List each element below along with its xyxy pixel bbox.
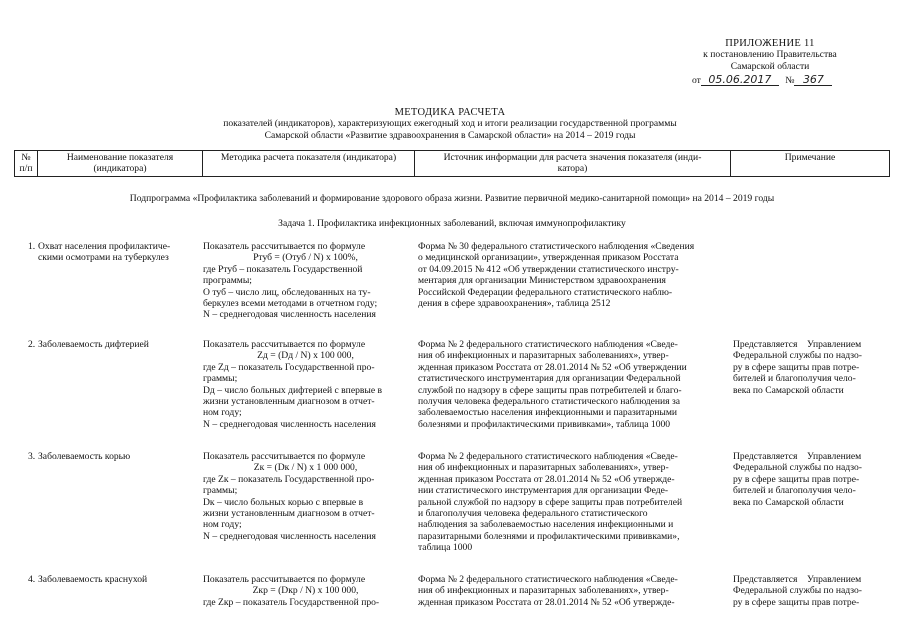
table-header bbox=[14, 150, 890, 177]
appendix-number: 367 bbox=[794, 74, 832, 86]
source-line: болезнями и профилактическими прививками», таблица 1000 bbox=[418, 418, 671, 430]
source-line: Российской Федерации федерального статистического наблю- bbox=[418, 286, 673, 298]
method-cell bbox=[203, 451, 408, 542]
note-line: Представляется Управлением bbox=[733, 339, 862, 350]
row-number: 3. bbox=[28, 451, 36, 462]
method-line: Dд – число больных дифтерией с впервые в bbox=[203, 384, 383, 396]
method-line: Dк – число больных корью с впервые в bbox=[203, 496, 364, 508]
source-cell bbox=[418, 241, 728, 309]
method-line: жизни установленным диагнозом в отчет- bbox=[203, 396, 375, 408]
source-cell bbox=[418, 574, 728, 608]
method-line: N – среднегодовая численность населения bbox=[203, 418, 376, 430]
note-line: Представляется Управлением bbox=[733, 574, 862, 585]
note-line: бителей и благополучия чело- bbox=[733, 485, 856, 497]
appendix-date: 05.06.2017 bbox=[701, 74, 779, 86]
method-cell bbox=[203, 339, 408, 430]
document-heading bbox=[100, 107, 800, 141]
note-cell bbox=[733, 339, 889, 396]
source-line: жденная приказом Росстата от 28.01.2014 № 52 «Об утверждении bbox=[418, 361, 687, 373]
indicator-name bbox=[38, 451, 200, 462]
method-line: N – среднегодовая численность населения bbox=[203, 530, 376, 542]
task-title: Задача 1. Профилактика инфекционных заболеваний, включая иммунопрофилактику bbox=[278, 218, 626, 229]
source-line: таблица 1000 bbox=[418, 542, 473, 554]
header-note-label: Примечание bbox=[784, 152, 836, 163]
method-line: программы; bbox=[203, 275, 252, 287]
appendix-block bbox=[660, 38, 880, 72]
header-name-line2: (индикатора) bbox=[93, 163, 147, 175]
method-cell bbox=[203, 574, 408, 608]
name-line: Заболеваемость дифтерией bbox=[38, 339, 149, 350]
number-prefix: № bbox=[785, 75, 795, 86]
method-line: где Pтуб – показатель Государственной bbox=[203, 263, 363, 275]
header-num-line2: п/п bbox=[19, 163, 33, 175]
header-col-num bbox=[15, 151, 38, 177]
indicator-name bbox=[38, 574, 200, 585]
note-cell bbox=[733, 451, 889, 508]
method-line: ном году; bbox=[203, 407, 242, 419]
source-line: дения в сфере здравоохранения», таблица 2512 bbox=[418, 298, 611, 310]
appendix-date-line bbox=[692, 74, 892, 86]
header-method-label: Методика расчета показателя (индикатора) bbox=[220, 152, 397, 163]
note-line: века по Самарской области bbox=[733, 496, 844, 508]
appendix-line2: Самарской области bbox=[730, 60, 810, 72]
row-number: 4. bbox=[28, 574, 36, 585]
name-line: Заболеваемость краснухой bbox=[38, 574, 148, 585]
indicator-name bbox=[38, 339, 200, 350]
note-line: Представляется Управлением bbox=[733, 451, 862, 462]
row-number: 1. bbox=[28, 241, 36, 252]
heading-line1: показателей (индикаторов), характеризующих ежегодный ход и итоги реализации государственной программы bbox=[223, 118, 677, 130]
note-line: века по Самарской области bbox=[733, 384, 844, 396]
source-cell bbox=[418, 451, 728, 554]
header-name-line1: Наименование показателя bbox=[66, 152, 174, 163]
method-line: где Zд – показатель Государственной про- bbox=[203, 361, 375, 373]
method-line: где Zкр – показатель Государственной про- bbox=[203, 596, 380, 608]
appendix-title: ПРИЛОЖЕНИЕ 11 bbox=[725, 38, 815, 49]
row-number: 2. bbox=[28, 339, 36, 350]
formula: Zд = (Dд / N) х 100 000, bbox=[257, 350, 354, 362]
source-line: ментария для организации Министерством здравоохранения bbox=[418, 275, 666, 287]
appendix-line1: к постановлению Правительства bbox=[703, 49, 837, 61]
source-line: жденная приказом Росстата от 28.01.2014 № 52 «Об утвержде- bbox=[418, 596, 675, 608]
subprogram-title: Подпрограмма «Профилактика заболеваний и формирование здорового образа жизни. Развитие первичной медико-санитарной помощи» на 2014 – 2019 годы bbox=[129, 193, 775, 204]
note-line: Федеральной службы по надзо- bbox=[733, 462, 863, 474]
source-line: о медицинской организации», утвержденная приказом Росстата bbox=[418, 252, 679, 264]
note-line: Федеральной службы по надзо- bbox=[733, 585, 863, 597]
heading-line2: Самарской области «Развитие здравоохранения в Самарской области» на 2014 – 2019 годы bbox=[264, 129, 636, 141]
name-line: скими осмотрами на туберкулез bbox=[38, 252, 169, 264]
method-line: беркулез всеми методами в отчетном году; bbox=[203, 298, 378, 310]
source-line: получия человека федерального статистического наблюдения за bbox=[418, 396, 681, 408]
date-prefix: от bbox=[692, 75, 701, 86]
header-col-name bbox=[38, 151, 203, 177]
method-line: граммы; bbox=[203, 373, 238, 385]
method-line: N – среднегодовая численность населения bbox=[203, 309, 376, 321]
source-line: ния об инфекционных и паразитарных заболеваниях», утвер- bbox=[418, 350, 669, 362]
source-line: паразитарными болезнями и профилактическими прививками», bbox=[418, 530, 680, 542]
source-line: статистического инструментария для организации Федеральной bbox=[418, 373, 681, 385]
header-num-line1: № bbox=[21, 152, 31, 163]
method-cell bbox=[203, 241, 408, 321]
source-line: службой по надзору в сфере защиты прав потребителей и благо- bbox=[418, 384, 682, 396]
header-col-note bbox=[731, 151, 890, 177]
source-line: ния об инфекционных и паразитарных заболеваниях», утвер- bbox=[418, 585, 669, 597]
header-col-method bbox=[203, 151, 415, 177]
method-line: Показатель рассчитывается по формуле bbox=[203, 339, 366, 350]
header-source-line2: катора) bbox=[557, 163, 588, 175]
indicator-name bbox=[38, 241, 200, 264]
note-line: ру в сфере защиты прав потре- bbox=[733, 473, 860, 485]
note-line: ру в сфере защиты прав потре- bbox=[733, 361, 860, 373]
method-line: Показатель рассчитывается по формуле bbox=[203, 241, 366, 252]
source-line: Форма № 30 федерального статистического наблюдения «Сведения bbox=[418, 241, 695, 252]
formula: Zк = (Dк / N) х 1 000 000, bbox=[253, 462, 358, 474]
header-col-source bbox=[415, 151, 731, 177]
method-line: Показатель рассчитывается по формуле bbox=[203, 574, 366, 585]
source-line: Форма № 2 федерального статистического наблюдения «Сведе- bbox=[418, 339, 678, 350]
note-line: бителей и благополучия чело- bbox=[733, 373, 856, 385]
header-source-line1: Источник информации для расчета значения показателя (инди- bbox=[443, 152, 702, 163]
source-line: заболеваемостью населения инфекционными и паразитарными bbox=[418, 407, 678, 419]
method-line: жизни установленным диагнозом в отчет- bbox=[203, 508, 375, 520]
note-cell bbox=[733, 574, 889, 608]
source-line: ния об инфекционных и паразитарных заболеваниях», утвер- bbox=[418, 462, 669, 474]
source-cell bbox=[418, 339, 728, 430]
source-line: жденная приказом Росстата от 28.01.2014 № 52 «Об утвержде- bbox=[418, 473, 675, 485]
method-line: Показатель рассчитывается по формуле bbox=[203, 451, 366, 462]
note-line: ру в сфере защиты прав потре- bbox=[733, 596, 860, 608]
source-line: Форма № 2 федерального статистического наблюдения «Сведе- bbox=[418, 574, 678, 585]
source-line: Форма № 2 федерального статистического наблюдения «Сведе- bbox=[418, 451, 678, 462]
method-line: O туб – число лиц, обследованных на ту- bbox=[203, 286, 371, 298]
method-line: граммы; bbox=[203, 485, 238, 497]
source-line: ральной службой по надзору в сфере защиты прав потребителей bbox=[418, 496, 683, 508]
source-line: от 04.09.2015 № 412 «Об утверждении статистического инстру- bbox=[418, 263, 679, 275]
name-line: Охват населения профилактиче- bbox=[38, 241, 171, 252]
heading-title: МЕТОДИКА РАСЧЕТА bbox=[394, 107, 506, 118]
source-line: нии статистического инструментария для организации Феде- bbox=[418, 485, 669, 497]
name-line: Заболеваемость корью bbox=[38, 451, 131, 462]
source-line: и благополучия человека федерального статистического bbox=[418, 508, 648, 520]
source-line: наблюдения за заболеваемостью населения инфекционными и bbox=[418, 519, 674, 531]
method-line: ном году; bbox=[203, 519, 242, 531]
note-line: Федеральной службы по надзо- bbox=[733, 350, 863, 362]
method-line: где Zк – показатель Государственной про- bbox=[203, 473, 375, 485]
formula: Pтуб = (Oтуб / N) х 100%, bbox=[253, 252, 358, 264]
formula: Zкр = (Dкр / N) х 100 000, bbox=[252, 585, 359, 597]
